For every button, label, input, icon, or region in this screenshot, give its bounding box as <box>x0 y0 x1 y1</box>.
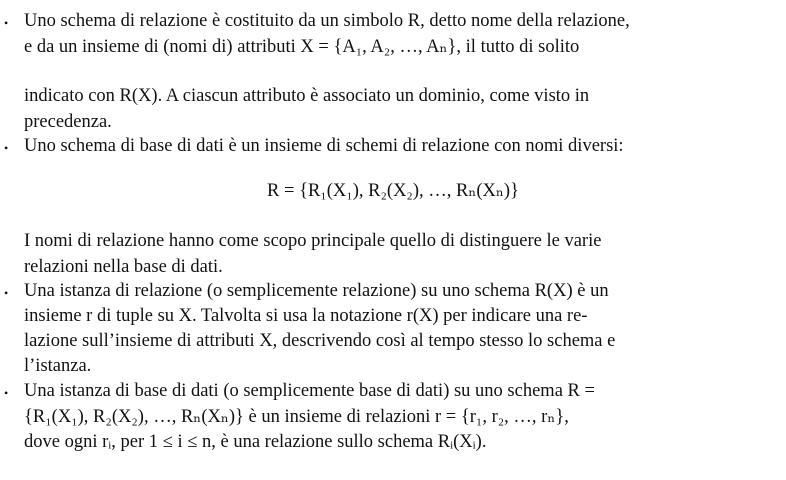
text-line-9: Una istanza di relazione (o semplicemente relazione) su uno schema R(X) è un <box>24 281 609 301</box>
text-line-5: Uno schema di base di dati è un insieme di schemi di relazione con nomi diversi: <box>24 136 624 156</box>
bullet-1: • <box>4 16 9 30</box>
bullet-3: • <box>4 286 9 300</box>
text-line-4: precedenza. <box>24 112 112 132</box>
text-line-10: insieme r di tuple su X. Talvolta si usa la notazione r(X) per indicare una re- <box>24 306 588 326</box>
text-line-1: Uno schema di relazione è costituito da un simbolo R, detto nome della relazione, <box>24 11 630 31</box>
bullet-2: • <box>4 141 9 155</box>
text-line-12: l’istanza. <box>24 356 92 376</box>
math-formula: R = {R₁(X₁), R₂(X₂), …, Rₙ(Xₙ)} <box>267 181 519 201</box>
text-line-13: Una istanza di base di dati (o semplicemente base di dati) su uno schema R = <box>24 381 595 401</box>
bullet-4: • <box>4 386 9 400</box>
text-line-8: relazioni nella base di dati. <box>24 257 223 277</box>
text-line-3: indicato con R(X). A ciascun attributo è associato un dominio, come visto in <box>24 86 590 106</box>
text-line-14: {R₁(X₁), R₂(X₂), …, Rₙ(Xₙ)} è un insieme di relazioni r = {r₁, r₂, …, rₙ}, <box>24 407 569 427</box>
text-line-7: I nomi di relazione hanno come scopo principale quello di distinguere le varie <box>24 231 602 251</box>
text-line-2: e da un insieme di (nomi di) attributi X = {A₁, A₂, …, Aₙ}, il tutto di solito <box>24 37 580 57</box>
text-line-15: dove ogni rᵢ, per 1 ≤ i ≤ n, è una relazione sullo schema Rᵢ(Xᵢ). <box>24 432 487 452</box>
text-line-11: lazione sull’insieme di attributi X, descrivendo così al tempo stesso lo schema e <box>24 331 616 351</box>
